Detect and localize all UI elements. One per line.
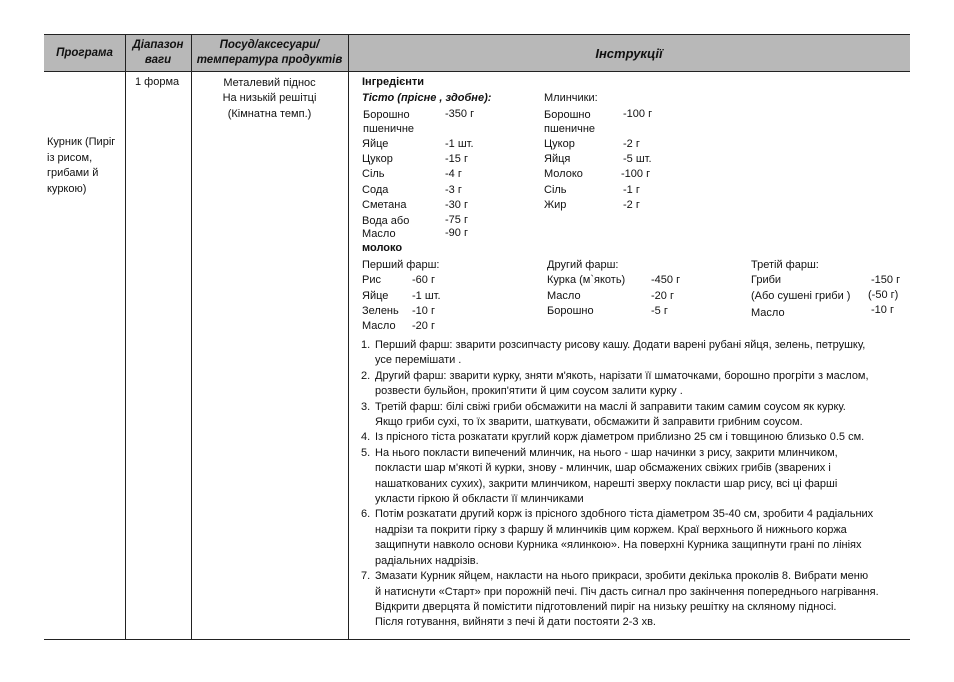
pancake-item-name: Молоко <box>544 168 583 180</box>
filling1-item-qty: -60 г <box>412 274 435 286</box>
filling1-item-qty: -10 г <box>412 305 435 317</box>
cookware-line: На низькій решітці <box>222 92 317 105</box>
pancake-item-qty: -100 г <box>623 108 653 120</box>
filling1-item-qty: -20 г <box>412 320 435 332</box>
filling3-item-name: (Або сушені гриби ) <box>751 290 851 302</box>
instruction-step <box>361 569 909 631</box>
step-text: Третій фарш: білі свіжі гриби обсмажити на маслі й заправити таким самим соусом як курку. Якщо гриби сухі, то їх зварити, шаткувати, обсмажити й заправити грибним соусом. <box>375 400 846 429</box>
table-bottom-border <box>44 639 910 640</box>
step-text: Із прісного тіста розкатати круглий корж діаметром приблизно 25 см і товщиною близько 0.5 см. <box>375 431 865 444</box>
header-instructions-label: Інструкції <box>595 45 663 61</box>
dough-item-name: Цукор <box>362 153 393 165</box>
instruction-step <box>361 369 909 400</box>
dough-item-qty: -15 г <box>445 153 468 165</box>
instruction-step <box>361 338 909 369</box>
pancakes-title: Млинчики: <box>544 92 598 104</box>
program-name: Курник (Пиріг із рисом, грибами й куркою) <box>47 136 116 195</box>
filling2-item-name: Борошно <box>547 305 594 317</box>
filling3-item-qty: -150 г <box>871 274 901 286</box>
step-number: 3. <box>361 400 371 413</box>
filling1-item-name: Зелень <box>362 305 399 317</box>
step-number: 5. <box>361 446 371 459</box>
dough-item-name: Сметана <box>362 199 407 211</box>
step-number: 2. <box>361 369 371 382</box>
pancake-item-qty: -5 шт. <box>623 153 652 165</box>
step-text: Змазати Курник яйцем, накласти на нього прикраси, зробити декілька проколів 8. Вибрати меню й натиснути «Старт» при порожній печі. Піч дасть сигнал про закінчення попереднього нагрівання. Відкрити дверцята й помістити підготовлений пиріг на низьку решітку на скляному підносі. Після готування, вийняти з печі й дати постояти 2-3 хв. <box>375 570 879 629</box>
dough-item-name: Масло <box>362 228 396 240</box>
pancake-item-name: Борошно пшеничне <box>544 109 596 135</box>
pancake-item-qty: -1 г <box>623 184 640 196</box>
table-header <box>44 34 910 72</box>
filling3-item-name: Гриби <box>751 274 782 286</box>
filling3-title: Третій фарш: <box>751 259 819 271</box>
dough-item-qty: -75 г <box>445 214 468 226</box>
dough-item-qty: -30 г <box>445 199 468 211</box>
pancake-item-name: Жир <box>544 199 567 211</box>
dough-item-qty: -1 шт. <box>445 138 474 150</box>
instruction-step <box>361 446 909 508</box>
pancake-item-qty: -2 г <box>623 199 640 211</box>
instruction-step <box>361 400 909 431</box>
filling2-item-qty: -20 г <box>651 290 674 302</box>
header-cookware-label: Посуд/аксесуари/ температура продуктів <box>196 39 343 66</box>
filling2-item-qty: -450 г <box>651 274 681 286</box>
filling1-item-name: Рис <box>362 274 381 286</box>
dough-item-name: Сіль <box>362 168 385 180</box>
instruction-step <box>361 430 909 445</box>
dough-title: Тісто (прісне , здобне): <box>362 92 492 104</box>
filling1-item-name: Яйце <box>362 290 389 302</box>
ingredients-title: Інгредієнти <box>362 76 425 88</box>
filling1-title: Перший фарш: <box>362 259 440 271</box>
header-instructions <box>348 35 910 71</box>
step-text: Потім розкатати другий корж із прісного здобного тіста діаметром 35-40 см, зробити 4 радіальних надрізи та покрити гірку з фаршу й млинчиків цим коржем. Краї верхнього й нижнього коржа защипнути навколо основи Курника «ялинкою». На поверхні Курника защипнути грані по лініях радіальних надрізів. <box>375 508 874 567</box>
step-number: 7. <box>361 570 371 583</box>
step-number: 1. <box>361 339 371 351</box>
dough-item-qty: -90 г <box>445 227 468 239</box>
filling3-item-name: Масло <box>751 307 785 319</box>
filling2-item-name: Масло <box>547 290 581 302</box>
dough-item-qty: -4 г <box>445 168 462 180</box>
column-divider <box>125 34 126 640</box>
filling2-item-name: Курка (м`якоть) <box>547 274 626 286</box>
dough-item-qty: -3 г <box>445 184 462 196</box>
cookware-info <box>192 76 347 122</box>
dough-item-name: Яйце <box>362 138 389 150</box>
recipe-table <box>44 34 910 640</box>
header-weight-range <box>125 35 191 71</box>
pancake-item-name: Сіль <box>544 184 567 196</box>
step-number: 6. <box>361 508 371 521</box>
filling3-item-qty: -10 г <box>871 304 894 316</box>
filling3-item-qty: (-50 г) <box>868 289 899 301</box>
dough-item-name: Вода або <box>362 215 410 227</box>
filling1-item-qty: -1 шт. <box>412 290 441 302</box>
instruction-step <box>361 507 909 569</box>
dough-item-name: Борошно пшеничне <box>363 109 415 135</box>
dough-item-name: Сода <box>362 184 389 196</box>
step-text: На нього покласти випечений млинчик, на нього - шар начинки з рису, закрити млинчиком, покласти шар м'якоті й курки, знову - млинчик, шар обсмажених свіжих грибів (зварених і нашаткованих сухих), закрити млинчиком, нарешті зверху покласти шар рису, всі ці фарші укласти гіркою й обкласти її млинчиками <box>375 446 838 506</box>
cookware-line: Металевий піднос <box>223 77 316 89</box>
step-text: Перший фарш: зварити розсипчасту рисову кашу. Додати варені рубані яйця, зелень, петрушку, усе перемішати . <box>375 339 866 367</box>
pancake-item-qty: -100 г <box>621 168 651 180</box>
instruction-steps <box>361 338 909 631</box>
step-number: 4. <box>361 431 371 444</box>
cookware-line: (Кімнатна темп.) <box>227 107 312 120</box>
header-cookware <box>191 35 348 71</box>
dough-tail: молоко <box>362 242 403 254</box>
filling2-item-qty: -5 г <box>651 305 668 317</box>
pancake-item-name: Яйця <box>544 153 571 165</box>
column-divider <box>191 34 192 640</box>
header-program <box>44 35 125 71</box>
filling2-title: Другий фарш: <box>547 259 619 271</box>
header-program-label: Програма <box>56 46 113 59</box>
dough-item-qty: -350 г <box>445 108 475 120</box>
pancake-item-name: Цукор <box>544 138 575 150</box>
weight-value: 1 форма <box>135 76 180 88</box>
filling1-item-name: Масло <box>362 320 396 332</box>
header-weight-label: Діапазон ваги <box>132 39 184 66</box>
column-divider <box>348 34 349 640</box>
pancake-item-qty: -2 г <box>623 138 640 150</box>
step-text: Другий фарш: зварити курку, зняти м'якоть, нарізати її шматочками, борошно прогріти з маслом, розвести бульйон, прокип'ятити й цим соусом залити курку . <box>375 369 869 398</box>
